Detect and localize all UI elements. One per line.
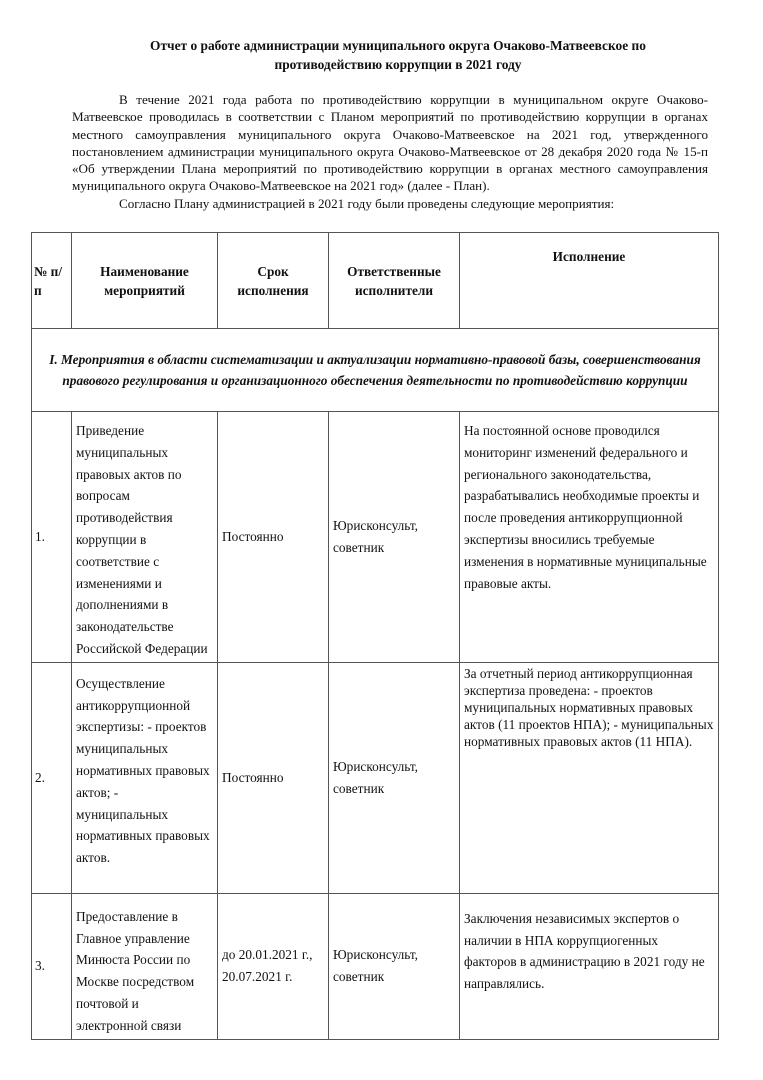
section-row [32,329,719,412]
measures-table [31,232,719,1040]
row-responsible: Юрисконсульт, советник [329,412,460,663]
row-responsible: Юрисконсульт, советник [329,662,460,893]
row-responsible: Юрисконсульт, советник [329,893,460,1039]
row-num: 3. [32,893,72,1039]
row-execution: Заключения независимых экспертов о наличии в НПА коррупциогенных факторов в администрацию в 2021 году не направлялись. [460,893,719,1039]
page-title: Отчет о работе администрации муниципального округа Очаково-Матвеевское по противодействию коррупции в 2021 году [150,38,646,72]
row-name: Приведение муниципальных правовых актов по вопросам противодействия коррупции в соответствие с изменениями и дополнениями в законодательстве Российской Федерации [72,412,218,663]
row-name: Предоставление в Главное управление Минюста России по Москве посредством почтовой и электронной связи [72,893,218,1039]
header-term: Срок исполнения [218,233,329,329]
row-term: Постоянно [218,412,329,663]
header-execution: Исполнение [460,233,719,329]
row-term: до 20.01.2021 г., 20.07.2021 г. [218,893,329,1039]
header-responsible: Ответственные исполнители [329,233,460,329]
header-num: № п/п [32,233,72,329]
intro-paragraph: В течение 2021 года работа по противодействию коррупции в муниципальном округе Очаково-Матвеевское проводилась в соответствии с Планом мероприятий по противодействию коррупции в органах местного самоуправления муниципального округа Очаково-Матвеевское на 2021 год, утвержденного постановлением администрации муниципального округа Очаково-Матвеевское от 28 декабря 2020 года № 15-п «Об утверждении Плана мероприятий по противодействию коррупции в органах местного самоуправления муниципального округа Очаково-Матвеевское на 2021 год» (далее - План). [72,92,708,194]
section-title: I. Мероприятия в области систематизации и актуализации нормативно-правовой базы, совершенствования правового регулирования и организационного обеспечения деятельности по противодействию коррупции [32,329,719,412]
table-header-row [32,233,719,329]
intro-second-paragraph: Согласно Плану администрацией в 2021 году были проведены следующие мероприятия: [119,195,615,211]
row-num: 2. [32,662,72,893]
table-row [32,412,719,663]
header-name: Наименование мероприятий [72,233,218,329]
row-term: Постоянно [218,662,329,893]
intro-text [72,91,708,212]
row-execution: За отчетный период антикоррупционная экспертиза проведена: - проектов муниципальных нормативных правовых актов (11 проектов НПА); - муниципальных нормативных правовых актов (11 НПА). [460,662,719,893]
row-num: 1. [32,412,72,663]
row-name: Осуществление антикоррупционной экспертизы: - проектов муниципальных нормативных правовых актов; - муниципальных нормативных правовых актов. [72,662,218,893]
table-row [32,893,719,1039]
row-execution: На постоянной основе проводился мониторинг изменений федерального и регионального законодательства, разрабатывались необходимые проекты и после проведения антикоррупционной экспертизы вносились требуемые изменения в нормативные муниципальные правовые акты. [460,412,719,663]
table-row [32,662,719,893]
